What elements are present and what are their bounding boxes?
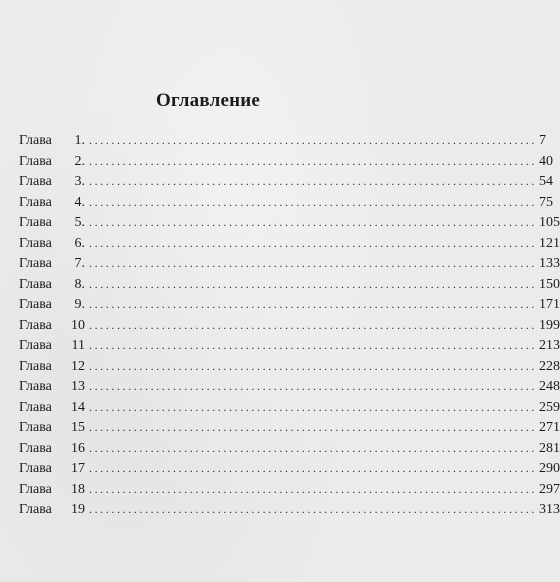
dot-leader: ................................................................................ [89, 153, 537, 168]
chapter-label: Глава [19, 153, 52, 169]
chapter-label: Глава [19, 481, 52, 497]
toc-row [19, 417, 560, 438]
dot-leader: ................................................................................ [89, 358, 537, 373]
chapter-number: 13 [71, 379, 85, 394]
toc-row [19, 335, 560, 356]
chapter-label: Глава [19, 379, 52, 394]
chapter-label: Глава [19, 317, 52, 333]
page-number: 228 [539, 358, 560, 374]
dot-leader: ................................................................................ [89, 481, 537, 496]
toc-row [19, 397, 560, 418]
chapter-label: Глава [19, 215, 52, 230]
chapter-number: 14 [71, 399, 85, 415]
chapter-label: Глава [19, 399, 52, 415]
chapter-label: Глава [19, 194, 52, 210]
chapter-number: 4. [74, 194, 85, 210]
page-number: 281 [539, 440, 560, 456]
chapter-number: 17 [71, 461, 85, 476]
page-number: 171 [539, 297, 560, 312]
page-number: 40 [539, 153, 553, 169]
chapter-number: 7. [74, 256, 85, 271]
chapter-label: Глава [19, 297, 52, 312]
page-number: 248 [539, 379, 560, 394]
page-number: 121 [539, 235, 560, 251]
dot-leader: ................................................................................ [89, 194, 537, 209]
chapter-number: 5. [74, 215, 85, 230]
toc-row [19, 171, 553, 192]
dot-leader: ................................................................................ [89, 235, 537, 250]
page-number: 199 [539, 317, 560, 333]
toc-row [19, 479, 560, 500]
chapter-number: 6. [74, 235, 85, 251]
chapter-label: Глава [19, 276, 52, 292]
page-title: Оглавление [155, 90, 261, 111]
chapter-label: Глава [19, 420, 52, 435]
dot-leader: ................................................................................ [89, 317, 537, 332]
page-number: 7 [539, 133, 546, 148]
page-number: 313 [539, 502, 560, 517]
dot-leader: ................................................................................ [89, 399, 537, 414]
dot-leader: ................................................................................ [89, 338, 537, 352]
chapter-label: Глава [19, 338, 52, 353]
chapter-number: 2. [74, 153, 85, 169]
page-number: 54 [539, 174, 553, 189]
page-number: 150 [539, 276, 560, 292]
page-number: 75 [539, 194, 553, 210]
toc-row [19, 253, 560, 274]
page-number: 271 [539, 420, 560, 435]
toc-row [19, 315, 560, 336]
dot-leader: ................................................................................ [89, 256, 537, 270]
toc-row [19, 294, 560, 315]
table-of-contents [19, 130, 560, 520]
page-number: 259 [539, 399, 560, 415]
toc-row [19, 438, 560, 459]
dot-leader: ................................................................................ [89, 461, 537, 475]
chapter-label: Глава [19, 133, 52, 148]
chapter-number: 1. [74, 133, 85, 148]
chapter-label: Глава [19, 174, 52, 189]
chapter-label: Глава [19, 502, 52, 517]
dot-leader: ................................................................................ [89, 502, 537, 516]
chapter-number: 19 [71, 502, 85, 517]
chapter-number: 18 [71, 481, 85, 497]
toc-row [19, 356, 560, 377]
chapter-number: 11 [71, 338, 85, 353]
chapter-number: 9. [74, 297, 85, 312]
dot-leader: ................................................................................ [89, 215, 537, 229]
chapter-number: 10 [71, 317, 85, 333]
toc-row [19, 499, 560, 520]
chapter-label: Глава [19, 440, 52, 456]
toc-row [19, 233, 560, 254]
dot-leader: ................................................................................ [89, 379, 537, 393]
dot-leader: ................................................................................ [89, 133, 537, 147]
page-number: 213 [539, 338, 560, 353]
chapter-number: 12 [71, 358, 85, 374]
page-number: 290 [539, 461, 560, 476]
dot-leader: ................................................................................ [89, 276, 537, 291]
chapter-number: 3. [74, 174, 85, 189]
toc-row [19, 274, 560, 295]
dot-leader: ................................................................................ [89, 440, 537, 455]
chapter-number: 8. [74, 276, 85, 292]
toc-row [19, 192, 553, 213]
toc-row [19, 212, 560, 233]
toc-row [19, 151, 553, 172]
chapter-number: 15 [71, 420, 85, 435]
chapter-number: 16 [71, 440, 85, 456]
toc-row [19, 376, 560, 397]
toc-row [19, 458, 560, 479]
page-number: 133 [539, 256, 560, 271]
page-number: 297 [539, 481, 560, 497]
dot-leader: ................................................................................ [89, 297, 537, 311]
chapter-label: Глава [19, 256, 52, 271]
chapter-label: Глава [19, 461, 52, 476]
chapter-label: Глава [19, 358, 52, 374]
dot-leader: ................................................................................ [89, 174, 537, 188]
dot-leader: ................................................................................ [89, 420, 537, 434]
chapter-label: Глава [19, 235, 52, 251]
toc-row [19, 130, 546, 151]
page-number: 105 [539, 215, 560, 230]
